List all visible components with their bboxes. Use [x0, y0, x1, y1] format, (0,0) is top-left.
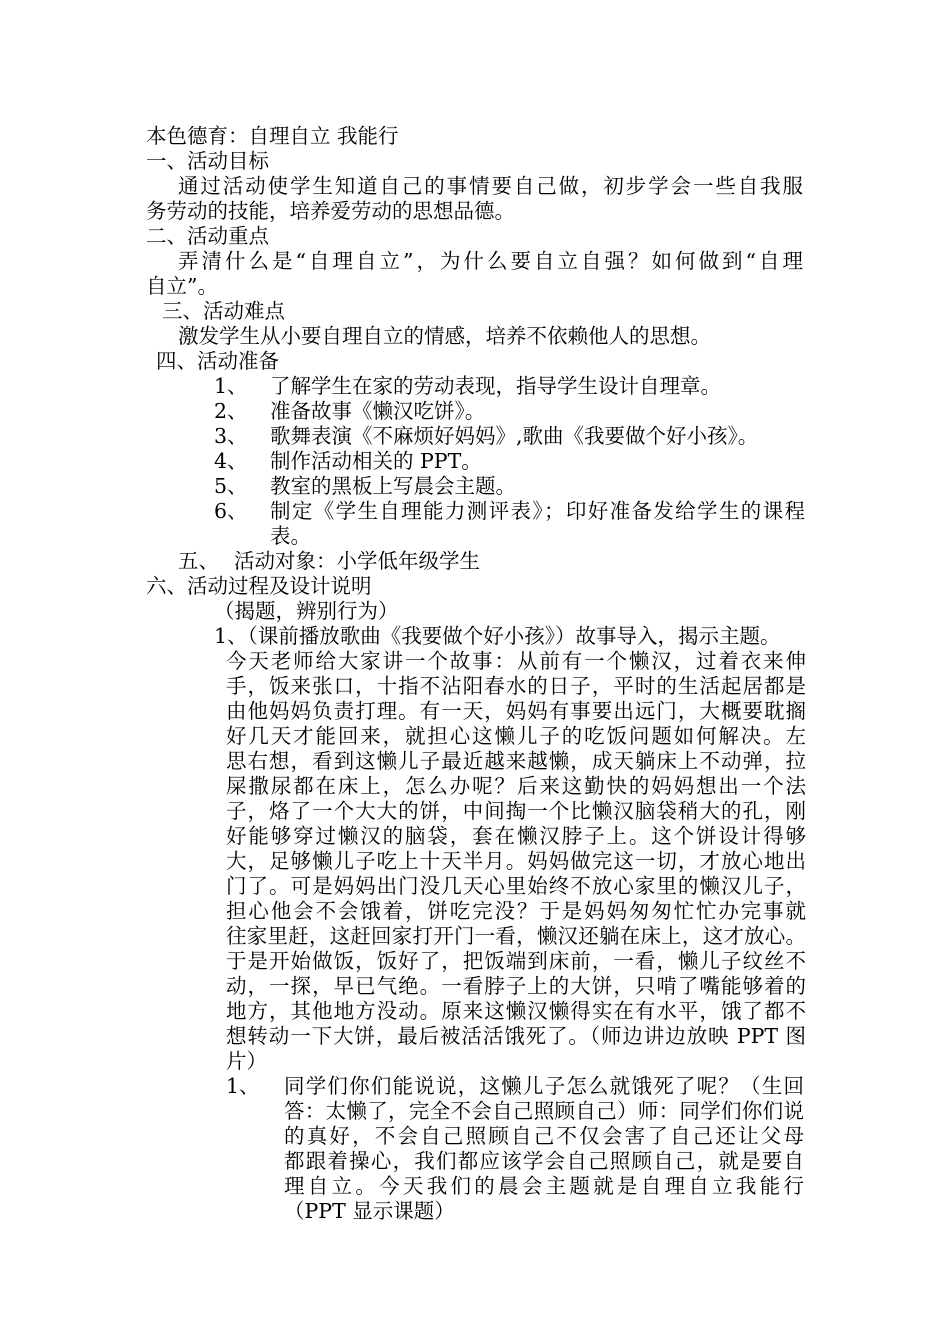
section-2-body-line-2: 自立”。	[146, 274, 218, 298]
prep-item-3-text: 歌舞表演《不麻烦好妈妈》,歌曲《我要做个好小孩》。	[270, 424, 759, 448]
prep-item-4-text: 制作活动相关的 PPT。	[270, 449, 482, 473]
document-title: 本色德育：自理自立 我能行	[146, 124, 399, 148]
section-5-number: 五、	[178, 549, 219, 573]
prep-item-1-number: 1、	[214, 374, 248, 398]
question-line-3: 的真好，不会自己照顾自己不仅会害了自己还让父母	[284, 1124, 804, 1148]
section-heading-4: 四、活动准备	[156, 349, 279, 373]
section-5-text: 活动对象：小学低年级学生	[234, 549, 480, 573]
section-6-subheading: （揭题，辨别行为）	[214, 599, 399, 623]
question-line-4: 都跟着操心，我们都应该学会自己照顾自己，就是要自	[284, 1149, 804, 1173]
section-3-body-line-1: 激发学生从小要自理自立的情感，培养不依赖他人的思想。	[178, 324, 711, 348]
question-line-5: 理自立。今天我们的晨会主题就是自理自立我能行	[284, 1174, 804, 1198]
section-heading-6: 六、活动过程及设计说明	[146, 574, 372, 598]
prep-item-2-number: 2、	[214, 399, 248, 423]
prep-item-6-continuation: 表。	[270, 524, 311, 548]
section-1-body-line-2: 务劳动的技能，培养爱劳动的思想品德。	[146, 199, 515, 223]
story-line-18: 片）	[226, 1049, 267, 1073]
story-line-8: 子，烙了一个大大的饼，中间掏一个比懒汉脑袋稍大的孔，刚	[226, 799, 806, 823]
story-line-4: 由他妈妈负责打理。有一天，妈妈有事要出远门，大概要耽搁	[226, 699, 806, 723]
story-line-14: 于是开始做饭，饭好了，把饭端到床前，一看，懒儿子纹丝不	[226, 949, 806, 973]
section-heading-2: 二、活动重点	[146, 224, 269, 248]
question-line-2: 答：太懒了，完全不会自己照顾自己）师：同学们你们说	[284, 1099, 804, 1123]
prep-item-5-text: 教室的黑板上写晨会主题。	[270, 474, 516, 498]
prep-item-6-text: 制定《学生自理能力测评表》；印好准备发给学生的课程	[270, 499, 805, 523]
question-number: 1、	[226, 1074, 260, 1098]
section-1-body-line-1: 通过活动使学生知道自己的事情要自己做，初步学会一些自我服	[178, 174, 803, 198]
section-heading-1: 一、活动目标	[146, 149, 269, 173]
section-2-body-line-1: 弄清什么是“自理自立”，为什么要自立自强？如何做到“自理	[178, 249, 803, 273]
section-heading-3: 三、活动难点	[162, 299, 285, 323]
story-line-7: 屎撒尿都在床上，怎么办呢？后来这勤快的妈妈想出一个法	[226, 774, 806, 798]
prep-item-2-text: 准备故事《懒汉吃饼》。	[270, 399, 486, 423]
story-line-16: 地方，其他地方没动。原来这懒汉懒得实在有水平，饿了都不	[226, 999, 806, 1023]
question-line-1: 同学们你们能说说，这懒儿子怎么就饿死了呢？（生回	[284, 1074, 804, 1098]
story-line-15: 动，一探，早已气绝。一看脖子上的大饼，只啃了嘴能够着的	[226, 974, 806, 998]
prep-item-6-number: 6、	[214, 499, 248, 523]
story-line-17: 想转动一下大饼，最后被活活饿死了。（师边讲边放映 PPT 图	[226, 1024, 806, 1048]
story-line-13: 往家里赶，这赶回家打开门一看，懒汉还躺在床上，这才放心。	[226, 924, 806, 948]
story-line-11: 门了。可是妈妈出门没几天心里始终不放心家里的懒汉儿子，	[226, 874, 806, 898]
prep-item-1-text: 了解学生在家的劳动表现，指导学生设计自理章。	[270, 374, 721, 398]
story-line-10: 大，足够懒儿子吃上十天半月。妈妈做完这一切，才放心地出	[226, 849, 806, 873]
story-line-1: 1、（课前播放歌曲《我要做个好小孩》）故事导入，揭示主题。	[214, 624, 781, 648]
story-line-2: 今天老师给大家讲一个故事：从前有一个懒汉，过着衣来伸	[226, 649, 806, 673]
prep-item-5-number: 5、	[214, 474, 248, 498]
story-line-6: 思右想，看到这懒儿子最近越来越懒，成天躺床上不动弹，拉	[226, 749, 806, 773]
story-line-3: 手，饭来张口，十指不沾阳春水的日子，平时的生活起居都是	[226, 674, 806, 698]
prep-item-3-number: 3、	[214, 424, 248, 448]
story-line-5: 好几天才能回来，就担心这懒儿子的吃饭问题如何解决。左	[226, 724, 806, 748]
story-line-12: 担心他会不会饿着，饼吃完没？于是妈妈匆匆忙忙办完事就	[226, 899, 806, 923]
question-line-6: （PPT 显示课题）	[284, 1199, 455, 1223]
story-line-9: 好能够穿过懒汉的脑袋，套在懒汉脖子上。这个饼设计得够	[226, 824, 806, 848]
prep-item-4-number: 4、	[214, 449, 248, 473]
